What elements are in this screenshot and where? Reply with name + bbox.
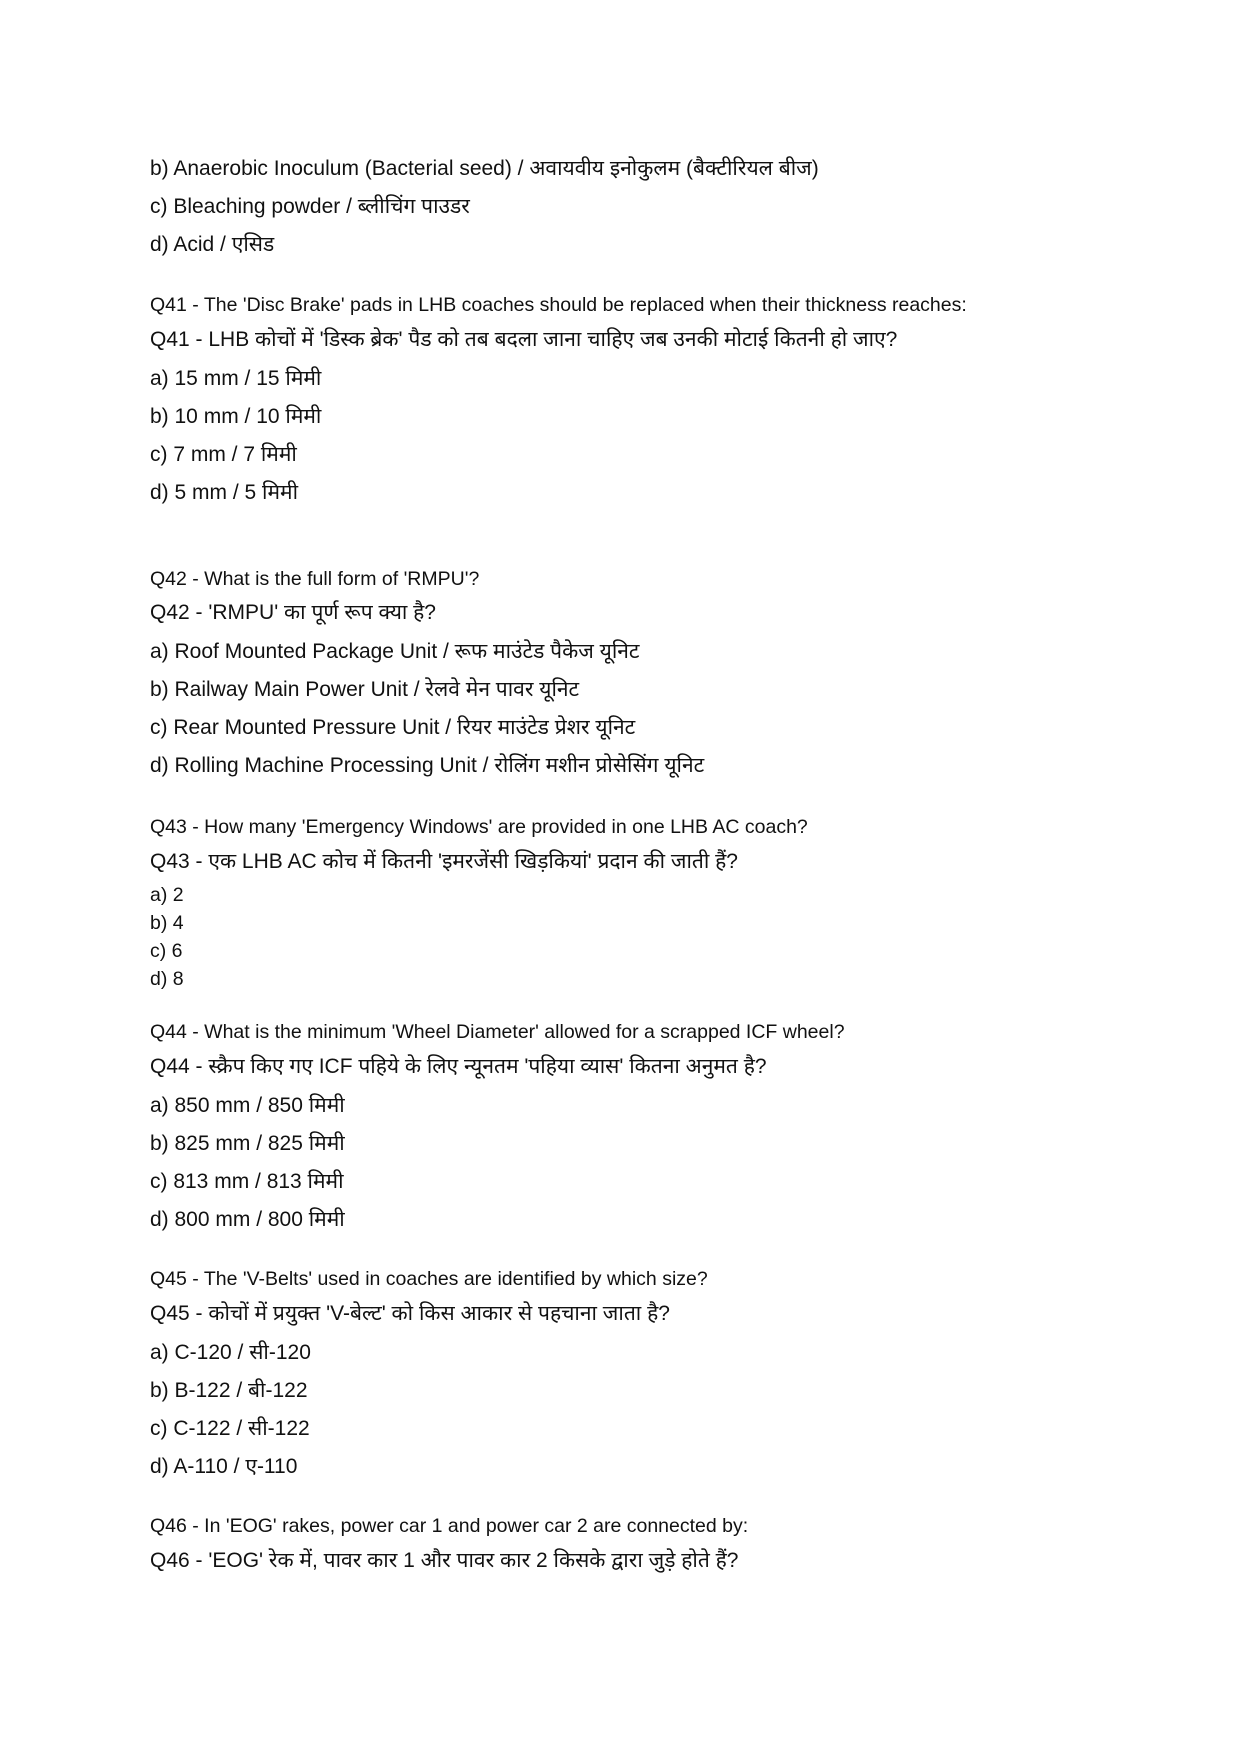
option-text: d) A-110 / ए-110: [150, 1455, 298, 1478]
option-text: c) 6: [150, 940, 183, 962]
option-text: a) 15 mm / 15 मिमी: [150, 367, 322, 390]
option-text: d) 5 mm / 5 मिमी: [150, 481, 299, 504]
option-text: a) 2: [150, 884, 184, 906]
option-text: b) B-122 / बी-122: [150, 1379, 308, 1402]
option-text: d) Rolling Machine Processing Unit / रोलिंग मशीन प्रोसेसिंग यूनिट: [150, 754, 705, 777]
question-english: Q42 - What is the full form of 'RMPU'?: [150, 568, 480, 590]
question-english: Q43 - How many 'Emergency Windows' are provided in one LHB AC coach?: [150, 816, 808, 838]
option-text: d) 800 mm / 800 मिमी: [150, 1208, 345, 1231]
question-hindi: Q45 - कोचों में प्रयुक्त 'V-बेल्ट' को किस आकार से पहचाना जाता है?: [150, 1302, 670, 1325]
option-text: c) Rear Mounted Pressure Unit / रियर माउंटेड प्रेशर यूनिट: [150, 716, 636, 739]
option-text: d) Acid / एसिड: [150, 233, 275, 256]
option-text: c) Bleaching powder / ब्लीचिंग पाउडर: [150, 195, 470, 218]
question-hindi: Q42 - 'RMPU' का पूर्ण रूप क्या है?: [150, 601, 436, 624]
option-text: b) 10 mm / 10 मिमी: [150, 405, 322, 428]
option-text: b) 4: [150, 912, 184, 934]
option-text: a) 850 mm / 850 मिमी: [150, 1094, 345, 1117]
option-text: b) 825 mm / 825 मिमी: [150, 1132, 345, 1155]
question-hindi: Q44 - स्क्रैप किए गए ICF पहिये के लिए न्यूनतम 'पहिया व्यास' कितना अनुमत है?: [150, 1055, 767, 1078]
option-text: b) Railway Main Power Unit / रेलवे मेन पावर यूनिट: [150, 678, 580, 701]
question-hindi: Q41 - LHB कोचों में 'डिस्क ब्रेक' पैड को तब बदला जाना चाहिए जब उनकी मोटाई कितनी हो जाए?: [150, 328, 898, 351]
option-text: d) 8: [150, 968, 184, 990]
question-english: Q46 - In 'EOG' rakes, power car 1 and power car 2 are connected by:: [150, 1515, 749, 1537]
option-text: c) 813 mm / 813 मिमी: [150, 1170, 344, 1193]
option-text: c) C-122 / सी-122: [150, 1417, 310, 1440]
option-text: b) Anaerobic Inoculum (Bacterial seed) / अवायवीय इनोकुलम (बैक्टीरियल बीज): [150, 157, 819, 180]
question-english: Q45 - The 'V-Belts' used in coaches are identified by which size?: [150, 1268, 708, 1290]
question-english: Q44 - What is the minimum 'Wheel Diameter' allowed for a scrapped ICF wheel?: [150, 1021, 845, 1043]
question-english: Q41 - The 'Disc Brake' pads in LHB coaches should be replaced when their thickness reaches:: [150, 294, 967, 316]
option-text: a) C-120 / सी-120: [150, 1341, 311, 1364]
option-text: a) Roof Mounted Package Unit / रूफ माउंटेड पैकेज यूनिट: [150, 640, 640, 663]
question-hindi: Q46 - 'EOG' रेक में, पावर कार 1 और पावर कार 2 किसके द्वारा जुड़े होते हैं?: [150, 1549, 739, 1572]
question-hindi: Q43 - एक LHB AC कोच में कितनी 'इमरजेंसी खिड़कियां' प्रदान की जाती हैं?: [150, 850, 738, 873]
option-text: c) 7 mm / 7 मिमी: [150, 443, 297, 466]
